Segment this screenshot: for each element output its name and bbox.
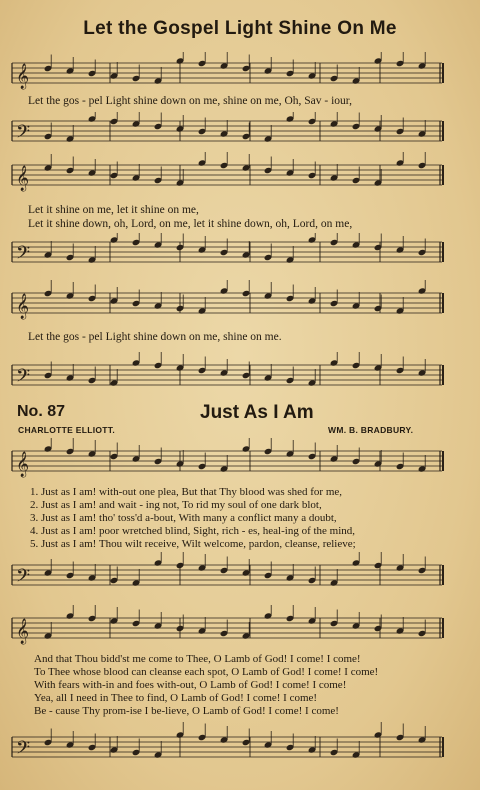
verse-line: Be - cause Thy prom-ise I be-lieve, O Lamb of God! I come! I come!	[34, 705, 339, 717]
verse-line: 1. Just as I am! with-out one plea, But that Thy blood was shed for me,	[30, 486, 343, 498]
lyric-line: Let the gos - pel Light shine down on me, shine on me.	[28, 331, 282, 343]
music-staff	[0, 233, 480, 271]
hymn-number: No. 87	[17, 403, 66, 420]
music-staff	[0, 552, 480, 598]
svg-text:𝄞: 𝄞	[16, 166, 30, 191]
verse-line: 4. Just as I am! poor wretched blind, Sight, rich - es, heal-ing of the mind,	[30, 525, 356, 537]
verse-line: Yea, all I need in Thee to find, O Lamb of God! I come! I come!	[34, 692, 318, 704]
music-staff	[0, 52, 480, 94]
music-staff	[0, 352, 480, 398]
music-staff	[0, 605, 480, 651]
svg-text:𝄢: 𝄢	[16, 122, 31, 147]
verse-line: 3. Just as I am! tho' toss'd a-bout, With many a conflict many a doubt,	[30, 512, 337, 524]
verse-line: With fears with-in and foes with-out, O Lamb of God! I come! I come!	[34, 679, 347, 691]
verse-line: To Thee whose blood can cleanse each spot, O Lamb of God! I come! I come!	[34, 666, 379, 678]
lyric-line: Let the gos - pel Light shine down on me, shine on me, Oh, Sav - iour,	[28, 95, 353, 107]
verse-line: And that Thou bidd'st me come to Thee, O Lamb of God! I come! I come!	[34, 653, 361, 665]
hymn-title: Just As I Am	[200, 402, 314, 423]
svg-text:𝄞: 𝄞	[16, 619, 30, 644]
verse-line: 2. Just as I am! and wait - ing not, To rid my soul of one dark blot,	[30, 499, 322, 511]
composer-credit: WM. B. BRADBURY.	[328, 425, 414, 435]
author-credit: CHARLOTTE ELLIOTT.	[18, 425, 116, 435]
svg-text:𝄞: 𝄞	[16, 452, 30, 477]
svg-text:𝄢: 𝄢	[16, 366, 31, 391]
lyric-line: Let it shine on me, let it shine on me,	[28, 204, 199, 216]
music-staff	[0, 280, 480, 326]
svg-text:𝄞: 𝄞	[16, 64, 30, 89]
hymn-title: Let the Gospel Light Shine On Me	[83, 18, 397, 39]
svg-text:𝄢: 𝄢	[16, 738, 31, 763]
svg-text:𝄢: 𝄢	[16, 243, 31, 268]
lyric-line: Let it shine down, oh, Lord, on me, let it shine down, oh, Lord, on me,	[28, 218, 353, 230]
verse-line: 5. Just as I am! Thou wilt receive, Wilt welcome, pardon, cleanse, relieve;	[30, 538, 356, 550]
music-staff	[0, 152, 480, 198]
music-staff	[0, 112, 480, 150]
music-staff	[0, 438, 480, 484]
music-staff	[0, 722, 480, 772]
svg-text:𝄢: 𝄢	[16, 566, 31, 591]
svg-text:𝄞: 𝄞	[16, 294, 30, 319]
